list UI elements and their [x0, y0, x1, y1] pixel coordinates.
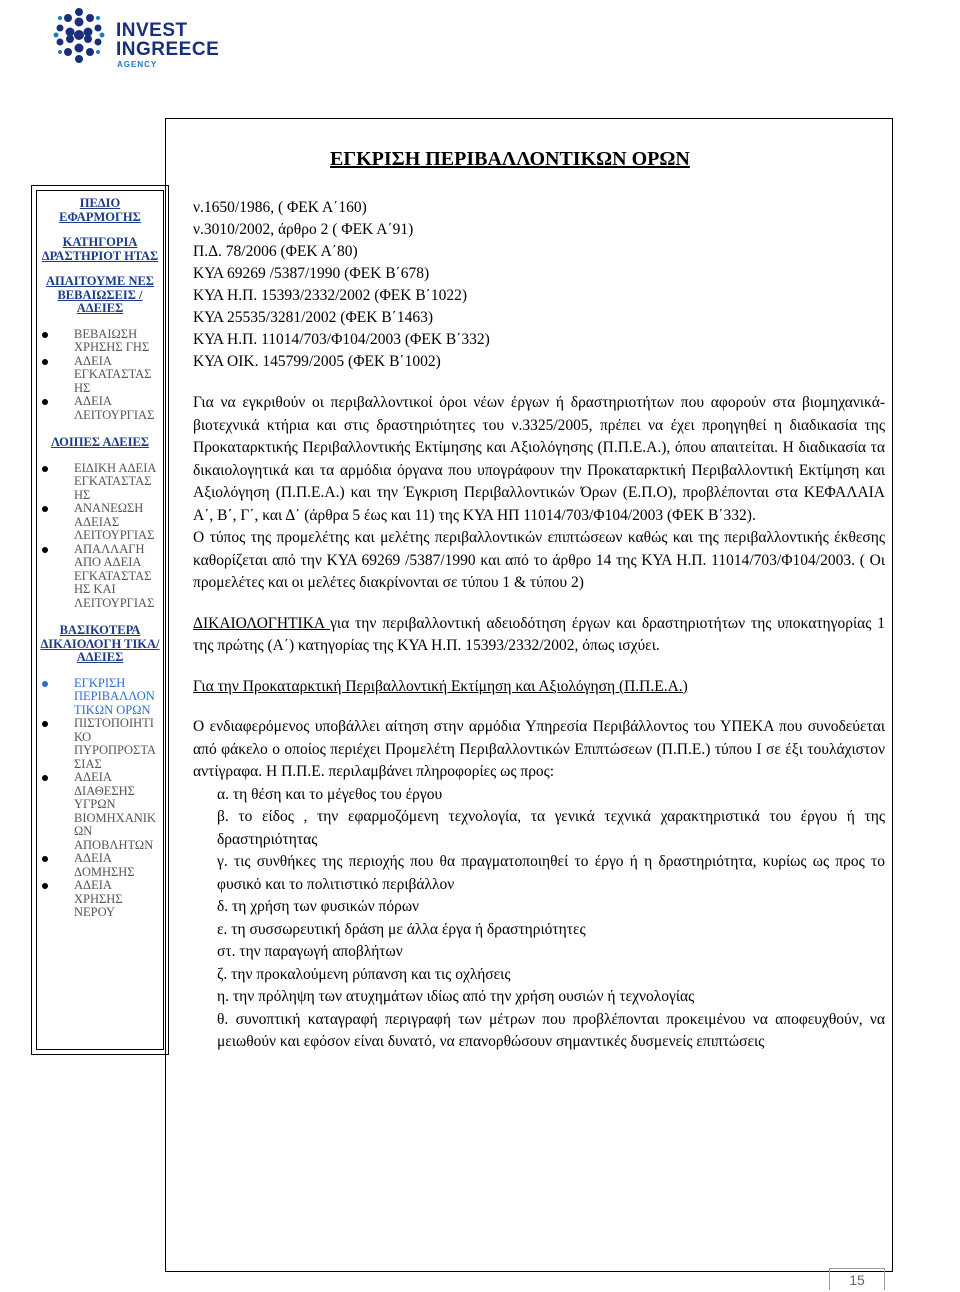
list-item: η. την πρόληψη των ατυχημάτων ιδίως από την χρήση ουσιών ή τεχνολογίας — [217, 988, 695, 1005]
list-item: β. το είδος , την εφαρμοζόμενη τεχνολογία, τα γενικά τεχνικά χαρακτηριστικά του έργου ή της δραστηριότητας — [217, 808, 885, 848]
sidebar-section-category[interactable]: ΚΑΤΗΓΟΡΙΑ ΔΡΑΣΤΗΡΙΟΤ ΗΤΑΣ — [41, 235, 159, 263]
logo-text-agency: AGENCY — [117, 60, 158, 69]
reference-line: Π.Δ. 78/2006 (ΦΕΚ Α΄80) — [193, 243, 358, 260]
documents-heading: ΔΙΚΑΙΟΛΟΓΗΤΙΚΑ — [193, 614, 331, 632]
main-body — [193, 392, 885, 1054]
documents-text: για την περιβαλλοντική αδειοδότηση έργων και δραστηριοτήτων της υποκατηγορίας 1 της πρώτης (Α΄) κατηγορίας της ΚΥΑ Η.Π. 15393/2332/2002, όπως ισχύει. — [193, 614, 885, 654]
sidebar-section-scope[interactable]: ΠΕΔΙΟ ΕΦΑΡΜΟΓΗΣ — [59, 196, 141, 224]
sidebar-list-required — [38, 328, 162, 423]
sidebar-nav — [38, 197, 162, 934]
sidebar-item-building-permit[interactable]: ΑΔΕΙΑ ΔΟΜΗΣΗΣ — [38, 852, 162, 879]
sidebar-list-main-docs — [38, 677, 162, 920]
sidebar-item-water-use[interactable]: ΑΔΕΙΑ ΧΡΗΣΗΣ ΝΕΡΟΥ — [38, 879, 162, 920]
ppea-heading: Για την Προκαταρκτική Περιβαλλοντική Εκτίμηση και Αξιολόγηση (Π.Π.Ε.Α.) — [193, 677, 688, 695]
reference-line: ΚΥΑ Η.Π. 15393/2332/2002 (ΦΕΚ Β΄1022) — [193, 287, 467, 304]
logo-text-invest: INVEST — [116, 20, 188, 41]
list-item: γ. τις συνθήκες της περιοχής που θα πραγματοποιηθεί το έργο ή η δραστηριότητα, κυρίως ως προς το φυσικό και το πολιτιστικό περιβάλλον — [217, 853, 885, 893]
page-number: 15 — [829, 1268, 885, 1290]
reference-line: ΚΥΑ 69269 /5387/1990 (ΦΕΚ Β΄678) — [193, 265, 430, 282]
list-item: ζ. την προκαλούμενη ρύπανση και τις οχλήσεις — [217, 965, 511, 983]
reference-line: ΚΥΑ Η.Π. 11014/703/Φ104/2003 (ΦΕΚ Β΄332) — [193, 331, 490, 348]
sidebar-section-main-docs[interactable]: ΒΑΣΙΚΟΤΕΡΑ ΔΙΚΑΙΟΛΟΓΗ ΤΙΚΑ/ΑΔΕΙΕΣ — [40, 623, 160, 664]
list-item: ε. τη συσσωρευτική δράση με άλλα έργα ή δραστηριότητες — [217, 920, 586, 938]
sidebar-item-renewal[interactable]: ΑΝΑΝΕΩΣΗ ΑΔΕΙΑΣ ΛΕΙΤΟΥΡΓΙΑΣ — [38, 502, 162, 543]
sidebar-section-other-permits[interactable]: ΛΟΙΠΕΣ ΑΔΕΙΕΣ — [50, 435, 150, 449]
sidebar-item-operation-permit[interactable]: ΑΔΕΙΑ ΛΕΙΤΟΥΡΓΙΑΣ — [38, 395, 162, 422]
list-item: δ. τη χρήση των φυσικών πόρων — [217, 898, 420, 915]
list-item: α. τη θέση και το μέγεθος του έργου — [217, 785, 443, 803]
sidebar-item-fire-certificate[interactable]: ΠΙΣΤΟΠΟΙΗΤΙ ΚΟ ΠΥΡΟΠΡΟΣΤΑ ΣΙΑΣ — [38, 717, 162, 771]
sidebar-item-wastewater[interactable]: ΑΔΕΙΑ ΔΙΑΘΕΣΗΣ ΥΓΡΩΝ ΒΙΟΜΗΧΑΝΙΚ ΩΝ ΑΠΟΒΛΗΤΩΝ — [38, 771, 162, 852]
sidebar-item-special-install[interactable]: ΕΙΔΙΚΗ ΑΔΕΙΑ ΕΓΚΑΤΑΣΤΑΣ ΗΣ — [38, 462, 162, 503]
intro-paragraph: Για να εγκριθούν οι περιβαλλοντικοί όροι νέων έργων ή δραστηριοτήτων που αφορούν στα βιομηχανικά- βιοτεχνικά κτήρια και στις δραστηριότητες του ν.3325/2005, πρέπει να έχει προηγηθεί η διαδικασία της Προκαταρκτικής Περιβαλλοντικής Εκτίμησης και Αξιολόγησης (Π.Π.Ε.Α.), όπου απαιτείται. Η διαδικασία τα δικαιολογητικά και τα αρμόδια όργανα που υπογράφουν την Προκαταρκτική Περιβαλλοντική Εκτίμηση και Αξιολόγηση (Π.Π.Ε.Α.) και την Έγκριση Περιβαλλοντικών Όρων (Ε.Π.Ο), προβλέπονται στα ΚΕΦΑΛΑΙΑ Α΄, Β΄, Γ΄, και Δ΄ (άρθρα 5 έως και 11) της ΚΥΑ ΗΠ 11014/703/Φ104/2003 (ΦΕΚ Β΄332). — [193, 394, 885, 524]
dots-globe-icon — [50, 6, 108, 64]
logo-text-ingreece: INGREECE — [116, 39, 220, 60]
sidebar-item-install-permit[interactable]: ΑΔΕΙΑ ΕΓΚΑΤΑΣΤΑΣ ΗΣ — [38, 355, 162, 396]
application-paragraph: Ο ενδιαφερόμενος υποβάλλει αίτηση στην αρμόδια Υπηρεσία Περιβάλλοντος του ΥΠΕΚΑ που συνοδεύεται από φάκελο ο οποίος περιέχει Προμελέτη Περιβαλλοντικών Επιπτώσεων (Π.Π.Ε.) τύπου Ι σε έξι τουλάχιστον αντίγραφα. Η Π.Π.Ε. περιλαμβάνει πληροφορίες ως προς: — [193, 718, 885, 780]
list-item: θ. συνοπτική καταγραφή περιγραφή των μέτρων που προβλέπονται προκειμένου να αποφευχθούν, να μειωθούν και εφόσον είναι δυνατό, να επανορθώσουν σημαντικές δυσμενείς επιπτώσεις — [217, 1010, 885, 1050]
sidebar-item-environmental-terms[interactable]: ΕΓΚΡΙΣΗ ΠΕΡΙΒΑΛΛΟΝ ΤΙΚΩΝ ΟΡΩΝ — [38, 677, 162, 718]
study-type-paragraph: Ο τύπος της προμελέτης και μελέτης περιβαλλοντικών επιπτώσεων καθώς και της περιβαλλοντικής έκθεσης καθορίζεται από την ΚΥΑ 69269 /5387/1990 και από το άρθρο 14 της ΚΥΑ Η.Π. 11014/703/Φ104/2003. ( Οι προμελέτες και οι μελέτες διακρίνονται σε τύπου 1 & τύπου 2) — [193, 529, 885, 591]
legal-references — [193, 197, 853, 373]
reference-line: ΚΥΑ 25535/3281/2002 (ΦΕΚ Β΄1463) — [193, 309, 433, 326]
agency-logo — [50, 6, 240, 69]
reference-line: ΚΥΑ ΟΙΚ. 145799/2005 (ΦΕΚ Β΄1002) — [193, 353, 441, 370]
reference-line: ν.3010/2002, άρθρο 2 ( ΦΕΚ Α΄91) — [193, 221, 414, 238]
sidebar-item-exemption[interactable]: ΑΠΑΛΛΑΓΗ ΑΠΟ ΑΔΕΙΑ ΕΓΚΑΤΑΣΤΑΣ ΗΣ ΚΑΙ ΛΕΙΤΟΥΡΓΙΑΣ — [38, 543, 162, 611]
list-item: στ. την παραγωγή αποβλήτων — [217, 943, 403, 960]
documents-paragraph — [193, 613, 885, 658]
sidebar-list-other — [38, 462, 162, 611]
requirements-list — [193, 784, 885, 1054]
reference-line: ν.1650/1986, ( ΦΕΚ Α΄160) — [193, 199, 367, 216]
sidebar-section-required-permits[interactable]: ΑΠΑΙΤΟΥΜΕ ΝΕΣ ΒΕΒΑΙΩΣΕΙΣ /ΑΔΕΙΕΣ — [46, 274, 154, 315]
page-title: ΕΓΚΡΙΣΗ ΠΕΡΙΒΑΛΛΟΝΤΙΚΩΝ ΟΡΩΝ — [330, 148, 690, 170]
sidebar-item-land-use[interactable]: ΒΕΒΑΙΩΣΗ ΧΡΗΣΗΣ ΓΗΣ — [38, 328, 162, 355]
